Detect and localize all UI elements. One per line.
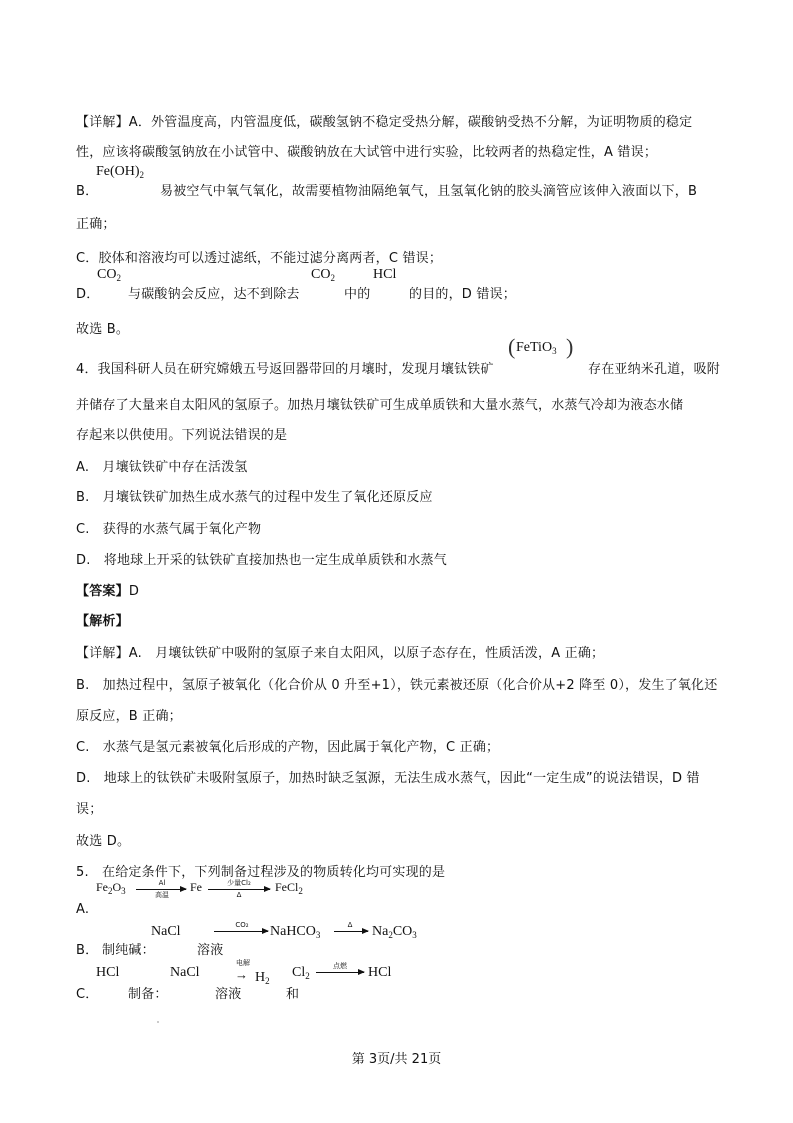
q5c-hcl-product: HCl — [368, 965, 392, 980]
option-d-text-1: 与碳酸钠会反应，达不到除去 — [128, 287, 300, 302]
q5b-arrow2-top: Δ — [347, 921, 353, 929]
q4-detail-2: B. 加热过程中，氢原子被氧化（化合价从 0 升至+1），铁元素被还原（化合价从+2 降至 0），发生了氧化还 — [76, 678, 718, 693]
q5-option-a-label: A. — [76, 902, 90, 917]
q5-option-c-text-3: 和 — [286, 987, 300, 1002]
q4-detail-1: 【详解】A. 月壤钛铁矿中吸附的氢原子来自太阳风，以原子态存在，性质活泼，A 正确； — [76, 646, 605, 661]
option-c-line: C．胶体和溶液均可以透过滤纸，不能过滤分离两者，C 错误； — [76, 251, 443, 266]
q4-detail-3: 原反应，B 正确； — [76, 709, 182, 724]
q5a-arrow1 — [136, 889, 186, 890]
q5a-arrow2 — [208, 889, 270, 890]
q5c-hcl: HCl — [96, 965, 120, 980]
q5-option-b-text-2: 溶液 — [197, 943, 224, 958]
fetio3-formula: FeTiO$_3$ — [516, 340, 557, 356]
answer-line — [76, 584, 139, 600]
q5c-h2: $H_2$ — [255, 970, 270, 986]
q5c-arrow1: → — [235, 967, 248, 982]
q5b-arrow1-top: CO₂ — [235, 921, 249, 929]
q5-option-b-text-1: 制纯碱： — [102, 943, 155, 958]
q5c-arrow1-top: 电解 — [236, 959, 250, 967]
q5-option-b-label: B． — [76, 943, 99, 958]
q5c-arrow2-top: 点燃 — [333, 962, 347, 970]
option-d-text-2: 中的 — [344, 287, 371, 302]
analysis-tag: 【解析】 — [76, 614, 129, 629]
option-b-text: 易被空气中氧气氧化，故需要植物油隔绝氧气，且氢氧化钠的胶头滴管应该伸入液面以下，B — [160, 184, 698, 199]
option-b-text-2: 正确； — [76, 217, 116, 232]
formula-paren-left: ( — [508, 334, 516, 359]
q4-stem-line-2: 并储存了大量来自太阳风的氢原子。加热月壤钛铁矿可生成单质铁和大量水蒸气，水蒸气冷却为液态水储 — [76, 398, 684, 413]
option-d-label: D． — [76, 287, 100, 302]
co2-formula-2: $CO_2$ — [311, 267, 335, 283]
option-d-text-3: 的目的，D 错误； — [409, 287, 516, 302]
q4-stem-line-1a: 4．我国科研人员在研究嫦娥五号返回器带回的月壤时，发现月壤钛铁矿 — [76, 362, 494, 377]
q5-option-c-text-1: 制备： — [128, 987, 168, 1002]
q4-detail-6: 误； — [76, 802, 103, 817]
scan-speck — [157, 1021, 159, 1023]
q4-option-b: B. 月壤钛铁矿加热生成水蒸气的过程中发生了氧化还原反应 — [76, 490, 433, 505]
q5a-arrow2-bottom: Δ — [236, 891, 242, 899]
q4-option-a: A. 月壤钛铁矿中存在活泼氢 — [76, 460, 248, 475]
detail-line-1: 【详解】A．外管温度高，内管温度低，碳酸氢钠不稳定受热分解，碳酸钠受热不分解，为证明物质的稳定 — [76, 115, 693, 130]
q4-option-d: D. 将地球上开采的钛铁矿直接加热也一定生成单质铁和水蒸气 — [76, 553, 447, 568]
q5a-fe: Fe — [190, 880, 202, 894]
q5-stem: 5. 在给定条件下，下列制备过程涉及的物质转化均可实现的是 — [76, 865, 446, 880]
q5a-arrow1-top: Al — [158, 879, 166, 887]
q5c-cl2: $Cl_2$ — [292, 965, 310, 981]
q5b-nahco3: NaHCO$_3$ — [270, 924, 321, 940]
co2-formula-1: $CO_2$ — [97, 267, 121, 283]
q5b-arrow1 — [214, 931, 268, 932]
detail-line-2: 性，应该将碳酸氢钠放在小试管中、碳酸钠放在大试管中进行实验，比较两者的热稳定性，A 错误； — [76, 145, 658, 160]
q5-option-c-label: C． — [76, 987, 99, 1002]
q5b-na2co3: $Na_2CO_3$ — [372, 924, 417, 940]
q4-detail-4: C. 水蒸气是氢元素被氧化后形成的产物，因此属于氧化产物，C 正确； — [76, 740, 500, 755]
q4-stem-line-1b: 存在亚纳米孔道，吸附 — [588, 362, 721, 377]
q4-stem-line-3: 存起来以供使用。下列说法错误的是 — [76, 428, 288, 443]
q5c-arrow2 — [316, 972, 364, 973]
q5a-fe2o3: $Fe_2O_3$ — [96, 880, 126, 896]
formula-paren-right: ) — [566, 334, 574, 359]
q5a-fecl2: FeCl$_2$ — [275, 880, 303, 896]
q5c-nacl: NaCl — [170, 965, 200, 980]
q5-option-c-text-2: 溶液 — [215, 987, 242, 1002]
choose-d: 故选 D。 — [76, 834, 131, 849]
q5b-arrow2 — [334, 931, 368, 932]
page-footer: 第 3页/共 21页 — [351, 1052, 442, 1067]
answer-value: D — [128, 584, 140, 599]
fe-oh2-formula: $Fe(OH)_2$ — [96, 164, 145, 180]
hcl-formula: HCl — [373, 267, 397, 282]
choose-b: 故选 B。 — [76, 322, 130, 337]
q5b-nacl: NaCl — [151, 924, 181, 939]
q5a-arrow1-bottom: 高温 — [155, 891, 169, 899]
q4-option-c: C. 获得的水蒸气属于氧化产物 — [76, 522, 262, 537]
q5a-arrow2-top: 少量Cl₂ — [227, 879, 251, 887]
answer-tag: 【答案】 — [76, 584, 129, 599]
option-b-label: B． — [76, 184, 99, 199]
q4-detail-5: D. 地球上的钛铁矿未吸附氢原子，加热时缺乏氢源，无法生成水蒸气，因此“一定生成”的说法错误，D 错 — [76, 771, 700, 786]
